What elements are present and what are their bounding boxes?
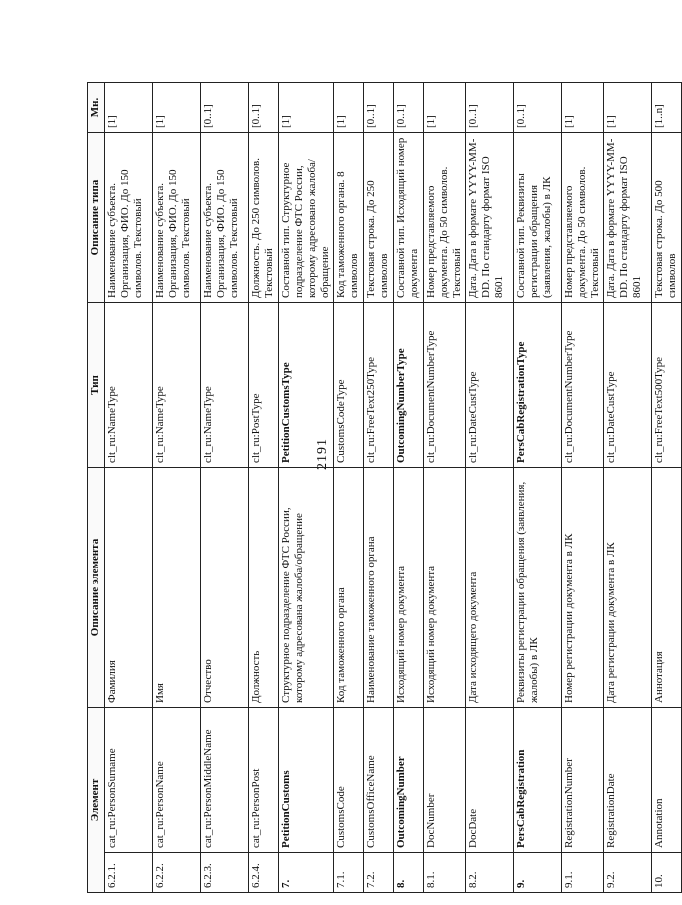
table-row: [364, 83, 394, 893]
row-type-desc: Наименование субъекта. Организация, ФИО. До 150 символов. Текстовый: [201, 133, 249, 303]
row-type: clt_ru:DateCustType: [466, 303, 514, 468]
row-element-name: CustomsOfficeName: [364, 708, 394, 853]
row-multiplicity: [1]: [105, 83, 153, 133]
row-element-name: PetitionCustoms: [279, 708, 334, 853]
row-element-name: cat_ru:PersonName: [153, 708, 201, 853]
row-multiplicity: [0..1]: [201, 83, 249, 133]
row-number: 8.: [394, 853, 424, 893]
row-multiplicity: [1]: [334, 83, 364, 133]
row-type: PersCabRegistrationType: [514, 303, 562, 468]
row-element-desc: Исходящий номер документа: [424, 468, 466, 708]
table-header-row: [88, 83, 105, 893]
row-type: clt_ru:PostType: [249, 303, 279, 468]
row-type: CustomsCodeType: [334, 303, 364, 468]
row-element-name: CustomsCode: [334, 708, 364, 853]
row-type-desc: Должность. До 250 символов. Текстовый: [249, 133, 279, 303]
row-number: 8.1.: [424, 853, 466, 893]
row-multiplicity: [0..1]: [466, 83, 514, 133]
table-row: [652, 83, 682, 893]
table-row: [514, 83, 562, 893]
table-body: [105, 83, 682, 893]
table-row: [394, 83, 424, 893]
row-element-desc: Должность: [249, 468, 279, 708]
table-row: [466, 83, 514, 893]
row-number: 10.: [652, 853, 682, 893]
row-type-desc: Дата. Дата в формате YYYY-MM-DD. По стандарту формат ISO 8601: [466, 133, 514, 303]
row-number: 9.1.: [562, 853, 604, 893]
row-type: PetitionCustomsType: [279, 303, 334, 468]
row-element-name: cat_ru:PersonSurname: [105, 708, 153, 853]
row-element-desc: Дата исходящего документа: [466, 468, 514, 708]
row-type: clt_ru:NameType: [201, 303, 249, 468]
row-element-desc: Наименование таможенного органа: [364, 468, 394, 708]
row-element-desc: Номер регистрации документа в ЛК: [562, 468, 604, 708]
row-type: clt_ru:DateCustType: [604, 303, 652, 468]
row-type-desc: Дата. Дата в формате YYYY-MM-DD. По стандарту формат ISO 8601: [604, 133, 652, 303]
row-multiplicity: [1]: [562, 83, 604, 133]
row-number: 9.2.: [604, 853, 652, 893]
row-multiplicity: [1]: [424, 83, 466, 133]
row-multiplicity: [0..1]: [364, 83, 394, 133]
row-type-desc: Номер представляемого документа. До 50 символов. Текстовый: [562, 133, 604, 303]
row-number: 6.2.2.: [153, 853, 201, 893]
row-type: clt_ru:NameType: [105, 303, 153, 468]
table-row: [105, 83, 153, 893]
row-type-desc: Составной тип. Реквизиты регистрации обращения (заявления, жалобы) в ЛК: [514, 133, 562, 303]
row-element-name: cat_ru:PersonMiddleName: [201, 708, 249, 853]
row-number: 6.2.1.: [105, 853, 153, 893]
header-type-desc: Описание типа: [88, 133, 105, 303]
row-type-desc: Наименование субъекта. Организация, ФИО. До 150 символов. Текстовый: [153, 133, 201, 303]
row-multiplicity: [0..1]: [514, 83, 562, 133]
row-element-name: Annotation: [652, 708, 682, 853]
row-type-desc: Текстовая строка. До 500 символов: [652, 133, 682, 303]
elements-table: [87, 82, 682, 893]
table-row: [279, 83, 334, 893]
row-multiplicity: [1]: [604, 83, 652, 133]
row-element-desc: Исходящий номер документа: [394, 468, 424, 708]
row-multiplicity: [0..1]: [249, 83, 279, 133]
row-element-desc: Дата регистрации документа в ЛК: [604, 468, 652, 708]
row-type: clt_ru:FreeText500Type: [652, 303, 682, 468]
row-type-desc: Код таможенного органа. 8 символов: [334, 133, 364, 303]
header-element: Элемент: [88, 708, 105, 893]
row-number: 9.: [514, 853, 562, 893]
row-multiplicity: [1..n]: [652, 83, 682, 133]
row-type-desc: Текстовая строка. До 250 символов: [364, 133, 394, 303]
row-element-desc: Аннотация: [652, 468, 682, 708]
row-type: clt_ru:DocumentNumberType: [562, 303, 604, 468]
row-type-desc: Наименование субъекта. Организация, ФИО. До 150 символов. Текстовый: [105, 133, 153, 303]
row-element-desc: Имя: [153, 468, 201, 708]
table-row: [201, 83, 249, 893]
table-row: [424, 83, 466, 893]
row-element-name: RegistrationDate: [604, 708, 652, 853]
row-type-desc: Составной тип. Структурное подразделение ФТС России, которому адресовано жалоба/обращение: [279, 133, 334, 303]
row-element-name: cat_ru:PersonPost: [249, 708, 279, 853]
header-element-desc: Описание элемента: [88, 468, 105, 708]
row-element-name: DocDate: [466, 708, 514, 853]
row-number: 6.2.3.: [201, 853, 249, 893]
row-number: 7.: [279, 853, 334, 893]
row-multiplicity: [1]: [153, 83, 201, 133]
row-element-name: OutcomingNumber: [394, 708, 424, 853]
row-number: 8.2.: [466, 853, 514, 893]
row-type: clt_ru:NameType: [153, 303, 201, 468]
table-row: [562, 83, 604, 893]
header-type: Тип: [88, 303, 105, 468]
row-multiplicity: [0..1]: [394, 83, 424, 133]
row-type: clt_ru:DocumentNumberType: [424, 303, 466, 468]
row-type-desc: Номер представляемого документа. До 50 символов. Текстовый: [424, 133, 466, 303]
header-mult: Мн.: [88, 83, 105, 133]
row-element-desc: Фамилия: [105, 468, 153, 708]
row-element-desc: Реквизиты регистрации обращения (заявления, жалобы) в ЛК: [514, 468, 562, 708]
table-row: [153, 83, 201, 893]
row-multiplicity: [1]: [279, 83, 334, 133]
row-element-desc: Структурное подразделение ФТС России, которому адресована жалоба/обращение: [279, 468, 334, 708]
row-type-desc: Составной тип. Исходящий номер документа: [394, 133, 424, 303]
table-row: [334, 83, 364, 893]
row-type: OutcomingNumberType: [394, 303, 424, 468]
row-element-name: RegistrationNumber: [562, 708, 604, 853]
rotated-table-container: [87, 83, 678, 893]
row-type: clt_ru:FreeText250Type: [364, 303, 394, 468]
row-number: 7.1.: [334, 853, 364, 893]
table-row: [604, 83, 652, 893]
table-row: [249, 83, 279, 893]
row-element-name: DocNumber: [424, 708, 466, 853]
row-number: 6.2.4.: [249, 853, 279, 893]
row-element-name: PersCabRegistration: [514, 708, 562, 853]
row-number: 7.2.: [364, 853, 394, 893]
row-element-desc: Отчество: [201, 468, 249, 708]
row-element-desc: Код таможенного органа: [334, 468, 364, 708]
page-number: 2191: [315, 438, 330, 470]
